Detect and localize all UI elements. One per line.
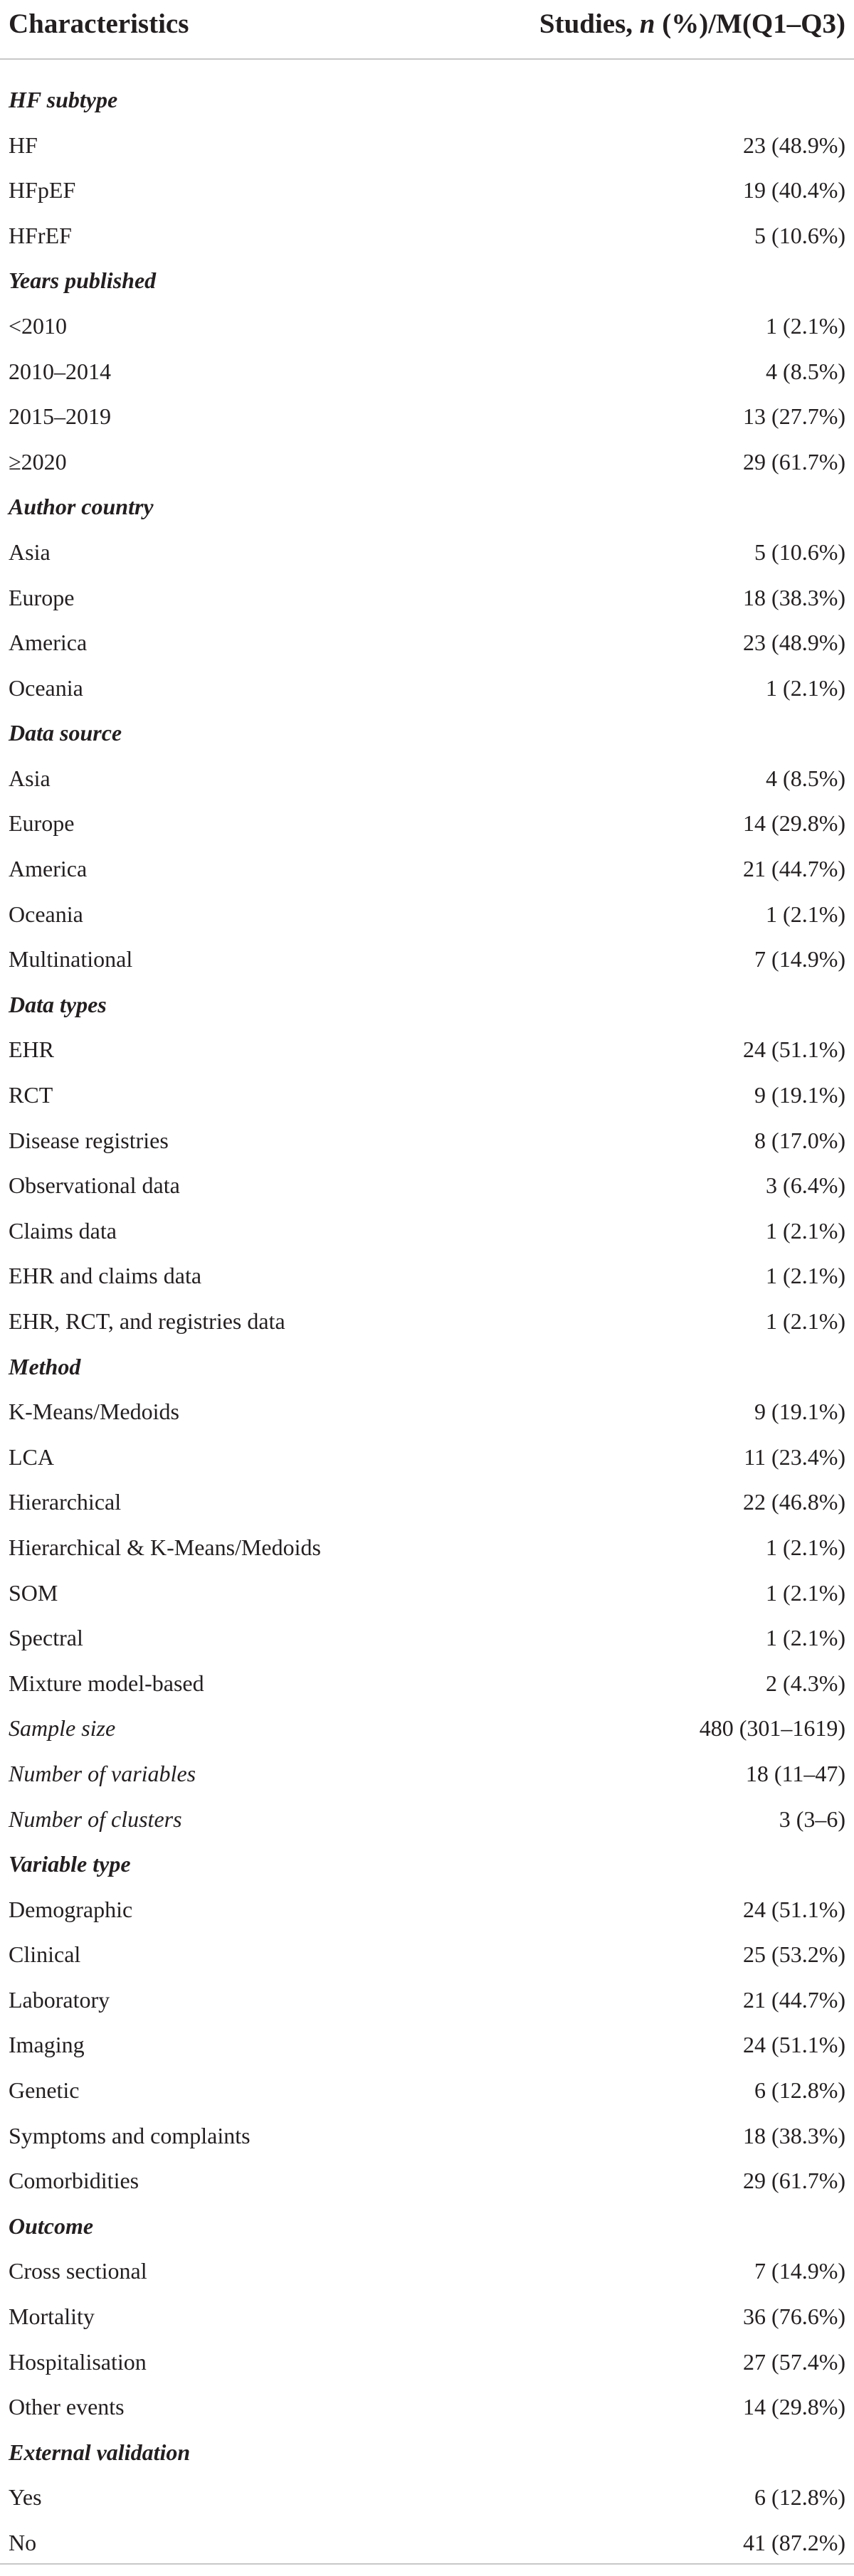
table-row bbox=[0, 2520, 854, 2565]
row-label: Symptoms and complaints bbox=[9, 2123, 251, 2148]
table-row bbox=[0, 2339, 854, 2385]
row-label: Other events bbox=[9, 2394, 125, 2419]
row-value: 41 (87.2%) bbox=[743, 2530, 845, 2555]
section-header-row bbox=[0, 982, 854, 1027]
row-value: 1 (2.1%) bbox=[766, 313, 845, 339]
row-label: Yes bbox=[9, 2484, 42, 2510]
table-row bbox=[0, 1931, 854, 1977]
row-value: 18 (11–47) bbox=[745, 1761, 845, 1786]
table-row bbox=[0, 2158, 854, 2203]
row-value: 25 (53.2%) bbox=[743, 1941, 845, 1967]
row-label: Number of clusters bbox=[9, 1806, 182, 1832]
row-label: No bbox=[9, 2530, 37, 2555]
row-value: 5 (10.6%) bbox=[754, 539, 845, 565]
row-value: 8 (17.0%) bbox=[754, 1128, 845, 1153]
row-label: EHR, RCT, and registries data bbox=[9, 1308, 285, 1334]
table-row bbox=[0, 1072, 854, 1118]
table-row bbox=[0, 393, 854, 439]
row-value: 14 (29.8%) bbox=[743, 2394, 845, 2419]
section-label: External validation bbox=[9, 2439, 191, 2465]
table-row bbox=[0, 439, 854, 484]
row-value: 5 (10.6%) bbox=[754, 223, 845, 248]
table-row bbox=[0, 1887, 854, 1932]
table-row bbox=[0, 1660, 854, 1706]
row-label: Asia bbox=[9, 765, 51, 791]
row-label: K-Means/Medoids bbox=[9, 1399, 179, 1424]
section-label: Data types bbox=[9, 992, 107, 1017]
table-row bbox=[0, 349, 854, 394]
table-row bbox=[0, 213, 854, 258]
row-label: 2015–2019 bbox=[9, 403, 111, 429]
row-label: HFpEF bbox=[9, 177, 76, 203]
row-label: ≥2020 bbox=[9, 449, 67, 475]
row-value: 22 (46.8%) bbox=[743, 1489, 845, 1515]
table-row bbox=[0, 2022, 854, 2067]
table-row bbox=[0, 1479, 854, 1525]
table-row bbox=[0, 2067, 854, 2113]
row-value: 9 (19.1%) bbox=[754, 1399, 845, 1424]
table-row bbox=[0, 167, 854, 213]
row-label: <2010 bbox=[9, 313, 68, 339]
row-label: EHR bbox=[9, 1037, 54, 1062]
table-row bbox=[0, 1208, 854, 1253]
table-row bbox=[0, 529, 854, 575]
table-row bbox=[0, 1118, 854, 1163]
table-row bbox=[0, 1389, 854, 1434]
table-row bbox=[0, 1027, 854, 1072]
row-value: 1 (2.1%) bbox=[766, 901, 845, 927]
row-value: 4 (8.5%) bbox=[766, 765, 845, 791]
row-label: Sample size bbox=[9, 1715, 116, 1741]
row-label: Hospitalisation bbox=[9, 2349, 147, 2375]
header-characteristics: Characteristics bbox=[9, 9, 189, 39]
section-label: Years published bbox=[9, 267, 157, 293]
row-label: Comorbidities bbox=[9, 2168, 139, 2193]
row-label: Europe bbox=[9, 810, 75, 836]
row-value: 1 (2.1%) bbox=[766, 1535, 845, 1560]
table-row bbox=[0, 1434, 854, 1480]
table-row bbox=[0, 1298, 854, 1344]
table-row bbox=[0, 1253, 854, 1298]
table-row bbox=[0, 2384, 854, 2429]
section-header-row bbox=[0, 1344, 854, 1389]
row-label: Laboratory bbox=[9, 1987, 110, 2013]
row-label: Oceania bbox=[9, 675, 83, 701]
row-label: Observational data bbox=[9, 1172, 180, 1198]
row-label: Number of variables bbox=[9, 1761, 196, 1786]
row-label: RCT bbox=[9, 1082, 53, 1108]
row-label: Hierarchical & K-Means/Medoids bbox=[9, 1535, 321, 1560]
table-row bbox=[0, 303, 854, 349]
row-value: 9 (19.1%) bbox=[754, 1082, 845, 1108]
table-row bbox=[0, 846, 854, 891]
table-row bbox=[0, 122, 854, 168]
row-label: HF bbox=[9, 132, 38, 158]
table-row bbox=[0, 2474, 854, 2520]
row-label: 2010–2014 bbox=[9, 359, 111, 384]
section-label: Outcome bbox=[9, 2213, 94, 2239]
row-value: 7 (14.9%) bbox=[754, 946, 845, 972]
row-label: HFrEF bbox=[9, 223, 72, 248]
row-value: 2 (4.3%) bbox=[766, 1670, 845, 1696]
table-row bbox=[0, 1615, 854, 1660]
section-label: Variable type bbox=[9, 1851, 131, 1877]
row-label: LCA bbox=[9, 1444, 54, 1470]
row-value: 1 (2.1%) bbox=[766, 675, 845, 701]
section-header-row bbox=[0, 1841, 854, 1887]
row-value: 6 (12.8%) bbox=[754, 2484, 845, 2510]
row-value: 27 (57.4%) bbox=[743, 2349, 845, 2375]
table-row bbox=[0, 1751, 854, 1796]
row-label: SOM bbox=[9, 1580, 58, 1606]
row-value: 23 (48.9%) bbox=[743, 132, 845, 158]
section-header-row bbox=[0, 258, 854, 303]
row-value: 13 (27.7%) bbox=[743, 403, 845, 429]
row-value: 3 (3–6) bbox=[779, 1806, 845, 1832]
header-studies-n: n bbox=[639, 9, 655, 39]
table-row bbox=[0, 936, 854, 982]
row-label: Disease registries bbox=[9, 1128, 169, 1153]
row-label: America bbox=[9, 856, 88, 881]
row-value: 18 (38.3%) bbox=[743, 2123, 845, 2148]
row-value: 1 (2.1%) bbox=[766, 1625, 845, 1650]
table-row bbox=[0, 2248, 854, 2294]
row-label: Cross sectional bbox=[9, 2258, 147, 2284]
section-label: HF subtype bbox=[9, 87, 118, 112]
section-label: Data source bbox=[9, 720, 122, 746]
table-row bbox=[0, 1705, 854, 1751]
row-label: Mortality bbox=[9, 2304, 95, 2329]
header-studies-suffix: (%)/M(Q1–Q3) bbox=[655, 9, 845, 39]
row-label: Demographic bbox=[9, 1897, 133, 1922]
row-label: Multinational bbox=[9, 946, 133, 972]
row-value: 29 (61.7%) bbox=[743, 2168, 845, 2193]
row-value: 29 (61.7%) bbox=[743, 449, 845, 475]
row-label: Oceania bbox=[9, 901, 83, 927]
table-row bbox=[0, 665, 854, 711]
row-label: Clinical bbox=[9, 1941, 81, 1967]
section-label: Author country bbox=[9, 494, 154, 519]
row-value: 24 (51.1%) bbox=[743, 1037, 845, 1062]
row-value: 4 (8.5%) bbox=[766, 359, 845, 384]
row-value: 480 (301–1619) bbox=[699, 1715, 845, 1741]
row-value: 1 (2.1%) bbox=[766, 1218, 845, 1244]
row-value: 18 (38.3%) bbox=[743, 585, 845, 610]
row-label: EHR and claims data bbox=[9, 1263, 202, 1288]
table-row bbox=[0, 2294, 854, 2339]
row-value: 1 (2.1%) bbox=[766, 1263, 845, 1288]
table-row bbox=[0, 800, 854, 846]
section-label: Method bbox=[9, 1354, 81, 1379]
row-value: 3 (6.4%) bbox=[766, 1172, 845, 1198]
table-row bbox=[0, 1796, 854, 1842]
row-value: 1 (2.1%) bbox=[766, 1308, 845, 1334]
row-value: 36 (76.6%) bbox=[743, 2304, 845, 2329]
row-label: Genetic bbox=[9, 2077, 80, 2103]
table-row bbox=[0, 891, 854, 937]
row-value: 21 (44.7%) bbox=[743, 856, 845, 881]
header-studies-prefix: Studies, bbox=[539, 9, 640, 39]
table-row bbox=[0, 1977, 854, 2023]
row-label: Asia bbox=[9, 539, 51, 565]
table-header bbox=[0, 0, 854, 60]
row-label: America bbox=[9, 630, 88, 655]
row-value: 23 (48.9%) bbox=[743, 630, 845, 655]
row-value: 21 (44.7%) bbox=[743, 1987, 845, 2013]
table-row bbox=[0, 756, 854, 801]
row-label: Mixture model-based bbox=[9, 1670, 204, 1696]
row-value: 24 (51.1%) bbox=[743, 2032, 845, 2057]
section-header-row bbox=[0, 77, 854, 122]
row-value: 19 (40.4%) bbox=[743, 177, 845, 203]
row-value: 24 (51.1%) bbox=[743, 1897, 845, 1922]
table-row bbox=[0, 1162, 854, 1208]
table-row bbox=[0, 1525, 854, 1570]
section-header-row bbox=[0, 710, 854, 756]
row-label: Hierarchical bbox=[9, 1489, 122, 1515]
table-row bbox=[0, 620, 854, 665]
section-header-row bbox=[0, 2429, 854, 2475]
row-label: Spectral bbox=[9, 1625, 83, 1650]
row-label: Imaging bbox=[9, 2032, 85, 2057]
row-value: 7 (14.9%) bbox=[754, 2258, 845, 2284]
table-bottom-rule bbox=[0, 2563, 854, 2565]
table-row bbox=[0, 1570, 854, 1616]
section-header-row bbox=[0, 484, 854, 529]
row-value: 11 (23.4%) bbox=[744, 1444, 845, 1470]
row-value: 1 (2.1%) bbox=[766, 1580, 845, 1606]
row-value: 14 (29.8%) bbox=[743, 810, 845, 836]
table-row bbox=[0, 575, 854, 620]
row-label: Europe bbox=[9, 585, 75, 610]
header-studies bbox=[539, 7, 845, 41]
section-header-row bbox=[0, 2203, 854, 2249]
row-label: Claims data bbox=[9, 1218, 117, 1244]
row-value: 6 (12.8%) bbox=[754, 2077, 845, 2103]
table-row bbox=[0, 2113, 854, 2158]
